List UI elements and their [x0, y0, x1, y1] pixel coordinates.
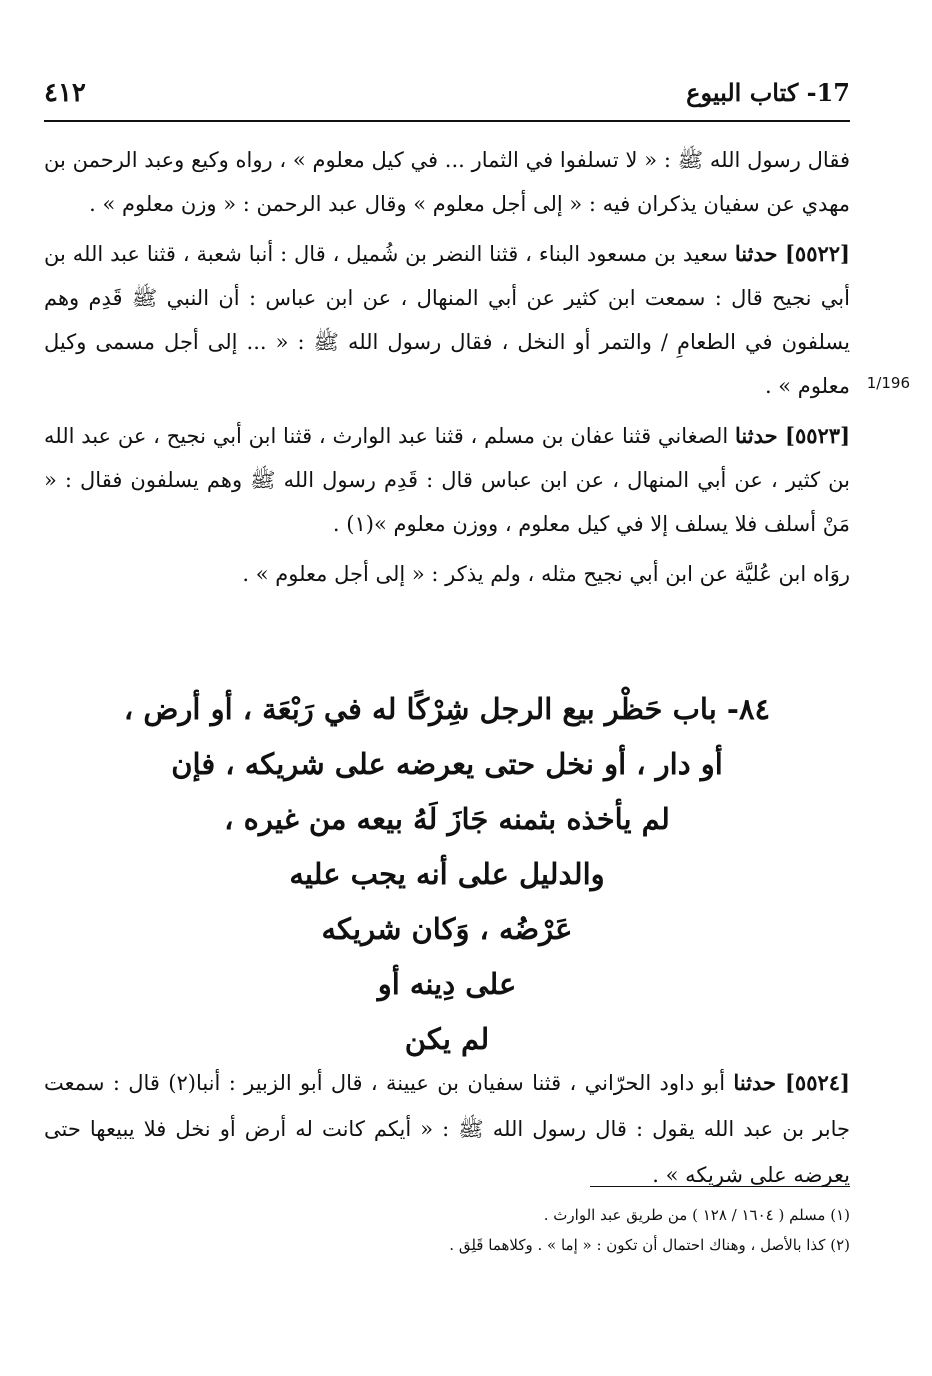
paragraph-text: روَاه ابن عُليَّة عن ابن أبي نجيح مثله ، ولم يذكر : « إلى أجل معلوم » . [242, 562, 850, 586]
paragraph [44, 552, 850, 596]
heading-line: ٨٤- باب حَظْر بيع الرجل شِرْكًا له في رَبْعَة ، أو أرض ، [123, 692, 771, 726]
footnote: (٢) كذا بالأصل ، وهناك احتمال أن تكون : « إما » . وكلاهما قَلِق . [449, 1236, 850, 1254]
paragraph [44, 414, 850, 546]
heading-line: والدليل على أنه يجب عليه [289, 857, 605, 891]
paragraph-text: أبو داود الحرّاني ، قثنا سفيان بن عيينة ، قال أبو الزبير : أنبا(٢) قال : سمعت جابر بن عبد الله يقول : قال رسول الله ﷺ : « أيكم كانت له أرض أو نخل فلا يبيعها حتى يعرضه على شريكه » . [44, 1071, 850, 1187]
heading-line: أو دار ، أو نخل حتى يعرضه على شريكه ، فإن [171, 747, 723, 781]
heading-line: لم يأخذه بثمنه جَازَ لَهُ بيعه من غيره ، [224, 802, 670, 836]
heading-line: لم يكن [404, 1022, 490, 1056]
hadith-number: [٥٥٢٢] حدثنا [734, 241, 850, 266]
margin-folio-note: 1/196 [866, 374, 910, 392]
paragraph [44, 138, 850, 226]
paragraph [44, 232, 850, 408]
footnote: (١) مسلم ( ١٦٠٤ / ١٢٨ ) من طريق عبد الوارث . [543, 1206, 850, 1224]
page-number: ٤١٢ [44, 78, 86, 108]
paragraph-text: سعيد بن مسعود البناء ، قثنا النضر بن شُميل ، قال : أنبا شعبة ، قثنا عبد الله بن أبي نجيح قال : سمعت ابن كثير عن أبي المنهال ، عن ابن عباس : أن النبي ﷺ قَدِم وهم يسلفون في الطعامِ / والتمر أو النخل ، فقال رسول الله ﷺ : « ... إلى أجل مسمى وكيل معلوم » . [44, 242, 850, 398]
hadith-number: [٥٥٢٤] حدثنا [733, 1070, 850, 1095]
chapter-title: 17- كتاب البيوع [686, 78, 850, 107]
paragraph-text: الصغاني قثنا عفان بن مسلم ، قثنا عبد الوارث ، قثنا ابن أبي نجيح ، عن عبد الله بن كثير ، عن أبي المنهال ، عن ابن عباس قال : قَدِم رسول الله ﷺ وهم يسلفون فقال : « مَنْ أسلف فلا يسلف إلا في كيل معلوم ، ووزن معلوم »(١) . [44, 424, 850, 536]
footnote-separator [590, 1186, 850, 1187]
paragraph-text: فقال رسول الله ﷺ : « لا تسلفوا في الثمار ... في كيل معلوم » ، رواه وكيع وعبد الرحمن بن مهدي عن سفيان يذكران فيه : « إلى أجل معلوم » وقال عبد الرحمن : « وزن معلوم » . [44, 148, 850, 216]
chapter-heading [44, 682, 850, 1067]
body-text [44, 138, 850, 596]
heading-line: على دِينه أو [377, 967, 517, 1001]
footnotes [44, 1200, 850, 1260]
hadith-number: [٥٥٢٣] حدثنا [735, 423, 850, 448]
paragraph [44, 1060, 850, 1198]
body-text-last [44, 1060, 850, 1198]
heading-line: عَرْضُه ، وَكان شريكه [321, 912, 573, 946]
page-header [44, 70, 850, 122]
